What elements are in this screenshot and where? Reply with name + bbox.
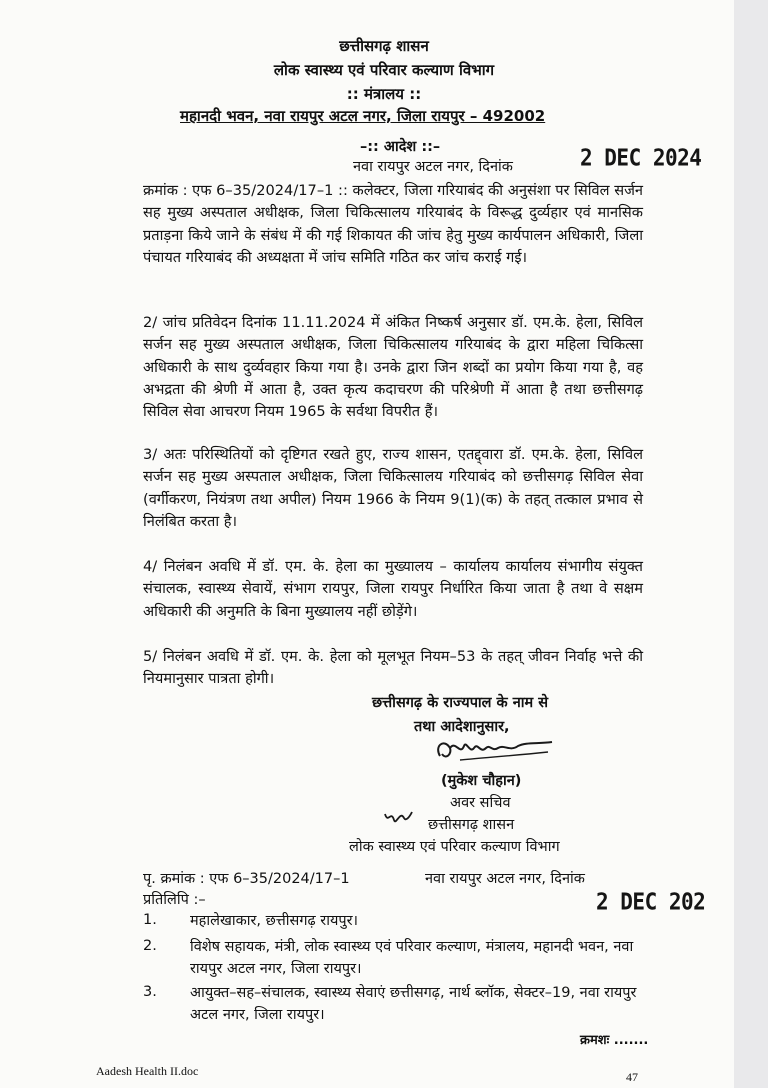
initial-mark xyxy=(382,806,414,828)
header-department: लोक स्वास्थ्य एवं परिवार कल्याण विभाग xyxy=(273,61,495,79)
signature-line-2: तथा आदेशानुसार, xyxy=(414,719,510,735)
signatory-name: (मुकेश चौहान) xyxy=(441,773,522,789)
order-paragraph-3: 3/ अतः परिस्थितियों को दृष्टिगत रखते हुए, राज्य शासन, एतद्द्वारा डॉ. एम.के. हेला, सिविल सर्जन सह मुख्य अस्पताल अधीक्षक, जिला चिकित्सालय गरियाबंद को छत्तीसगढ़ सिविल सेवा (वर्गीकरण, नियंत्रण तथा अपील) नियम 1966 के नियम 9(1)(क) के तहत् तत्काल प्रभाव से निलंबित करता है। xyxy=(143,446,643,530)
signatory-org-2: लोक स्वास्थ्य एवं परिवार कल्याण विभाग xyxy=(349,839,560,855)
copy-item-text: विशेष सहायक, मंत्री, लोक स्वास्थ्य एवं परिवार कल्याण, मंत्रालय, महानदी भवन, नवा रायपुर अटल नगर, जिला रायपुर। xyxy=(190,939,634,977)
order-paragraph-1: क्रमांक : एफ 6–35/2024/17–1 :: कलेक्टर, जिला गरियाबंद की अनुसंशा पर सिविल सर्जन सह मुख्य अस्पताल अधीक्षक, जिला चिकित्सालय गरियाबंद के विरूद्ध दुर्व्यहार एवं मानसिक प्रताड़ना किये जाने के संबंध में की गई शिकायत की जांच हेतु मुख्य कार्यपालन अधिकारी, जिला पंचायत गरियाबंद की अध्यक्षता में जांच समिति गठित कर जांच कराई गई। xyxy=(143,182,643,266)
copy-label: प्रतिलिपि :– xyxy=(143,892,206,908)
continued-marker: क्रमशः ....... xyxy=(580,1033,649,1048)
order-paragraph-4: 4/ निलंबन अवधि में डॉ. एम. के. हेला का मुख्यालय – कार्यालय कार्यालय संभागीय संयुक्त संचालक, स्वास्थ्य सेवायें, संभाग रायपुर, जिला रायपुर निर्धारित किया जाता है तथा वे सक्षम अधिकारी की अनुमति के बिना मुख्यालय नहीं छोड़ेंगे। xyxy=(143,558,643,620)
footer-page-number: 47 xyxy=(626,1070,638,1084)
copy-item-text: महालेखाकार, छत्तीसगढ़ रायपुर। xyxy=(190,913,359,929)
order-title: –:: आदेश ::– xyxy=(360,139,441,155)
copy-item-text: आयुक्त–सह–संचालक, स्वास्थ्य सेवाएं छत्तीसगढ़, नार्थ ब्लॉक, सेक्टर–19, नवा रायपुर अटल नगर, जिला रायपुर। xyxy=(190,985,637,1023)
order-place-date-label: नवा रायपुर अटल नगर, दिनांक xyxy=(353,159,513,175)
copy-item-number: 1. xyxy=(143,912,157,928)
header-ministry: :: मंत्रालय :: xyxy=(346,85,422,103)
order-paragraph-2: 2/ जांच प्रतिवेदन दिनांक 11.11.2024 में अंकित निष्कर्ष अनुसार डॉ. एम.के. हेला, सिविल सर्जन सह मुख्य अस्पताल अधीक्षक, जिला चिकित्सालय गरियाबंद के द्वारा महिला चिकित्सा अधिकारी के साथ दुर्व्यवहार किया गया है। उनके द्वारा जिन शब्दों का प्रयोग किया गया है, वह अभद्रता की श्रेणी में आता है, उक्त कृत्य कदाचरण की परिश्रेणी में आता है तथा छत्तीसगढ़ सिविल सेवा आचरण नियम 1965 के सर्वथा विपरीत हैं। xyxy=(143,314,643,421)
copy-item-number: 3. xyxy=(143,984,157,1000)
date-stamp: 2 DEC 2024 xyxy=(580,144,702,172)
signatory-designation: अवर सचिव xyxy=(450,795,511,811)
copy-item-number: 2. xyxy=(143,938,157,954)
signatory-org-1: छत्तीसगढ़ शासन xyxy=(428,817,515,833)
endorsement-ref: पृ. क्रमांक : एफ 6–35/2024/17–1 xyxy=(143,871,350,887)
header-address: महानदी भवन, नवा रायपुर अटल नगर, जिला रायपुर – 492002 xyxy=(180,107,546,125)
header-government: छत्तीसगढ़ शासन xyxy=(339,37,429,55)
endorsement-date-stamp: 2 DEC 202 xyxy=(596,888,706,916)
right-margin xyxy=(734,0,768,1088)
endorsement-place-date-label: नवा रायपुर अटल नगर, दिनांक xyxy=(425,871,585,887)
handwritten-signature xyxy=(430,730,560,772)
footer-filename: Aadesh Health II.doc xyxy=(96,1064,199,1078)
signature-line-1: छत्तीसगढ़ के राज्यपाल के नाम से xyxy=(372,695,549,711)
order-paragraph-5: 5/ निलंबन अवधि में डॉ. एम. के. हेला को मूलभूत नियम–53 के तहत् जीवन निर्वाह भत्ते की नियमानुसार पात्रता होगी। xyxy=(143,648,643,688)
